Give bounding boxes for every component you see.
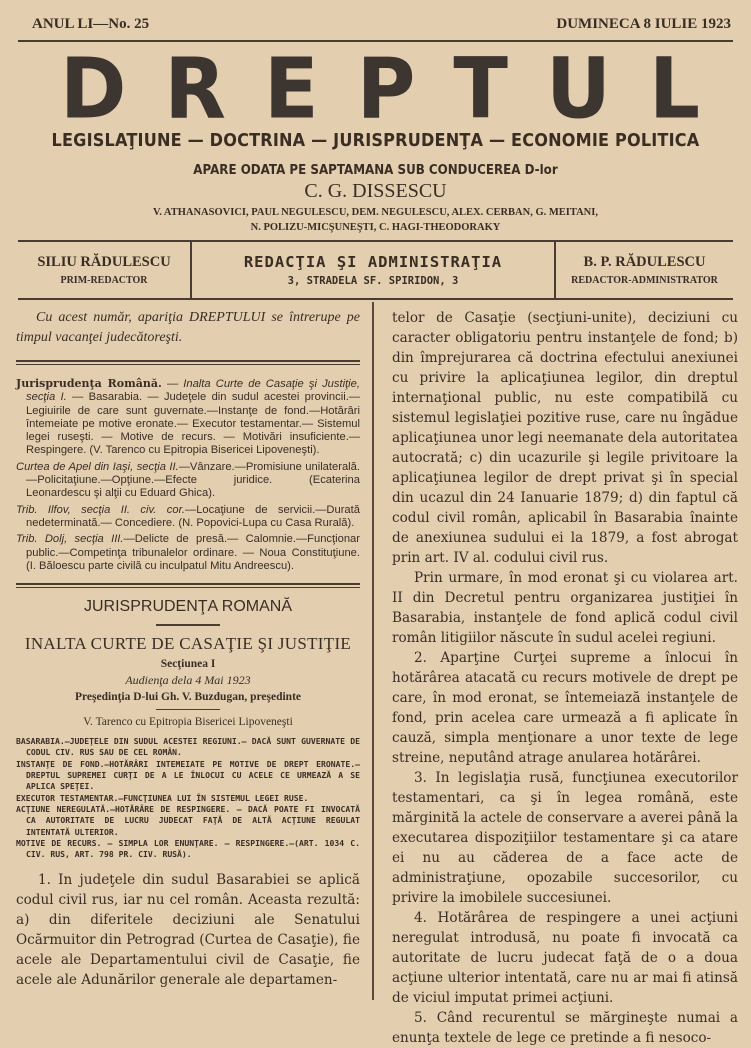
keyword-entry: ACŢIUNE NEREGULATĂ.—HOTĂRÂRE DE RESPINGERE. — DACĂ POATE FI INVOCATĂ CA AUTORITATE DE LUCRU JUDECAT FAŢĂ DE ALTĂ ACŢIUNE REGULAT INTENTATĂ ULTERIOR. bbox=[16, 803, 360, 837]
case-parties: V. Tarenco cu Epitropia Bisericei Lipoveneşti bbox=[83, 716, 293, 729]
keyword-entry: EXECUTOR TESTAMENTAR.—FUNCŢIUNEA LUI ÎN SISTEMUL LEGEI RUSE. bbox=[16, 792, 309, 803]
right-column bbox=[392, 308, 738, 1048]
masthead-letter: T bbox=[453, 39, 508, 137]
contributors bbox=[0, 205, 751, 235]
article-paragraph: 5. Când recurentul se mărgineşte numai a enunţa textele de lege ce pretinde a fi nesoco- bbox=[392, 1010, 738, 1046]
presidency: Preşedinţia D-lui Gh. V. Buzdugan, preşedinte bbox=[75, 691, 301, 704]
summary-court: Curtea de Apel din Iaşi, secţia II. bbox=[16, 460, 179, 473]
administrator-name: B. P. RĂDULESCU bbox=[583, 254, 706, 270]
contributors-line: N. POLIZU-MICŞUNEŞTI, C. HAGI-THEODORAKY bbox=[250, 222, 501, 233]
summary-court: Trib. Ilfov, secţia II. civ. cor. bbox=[16, 503, 185, 516]
chamber-heading: Secţiunea I bbox=[160, 658, 216, 671]
double-rule bbox=[16, 583, 360, 588]
chief-editor bbox=[18, 242, 192, 298]
office-address: 3, STRADELA SF. SPIRIDON, 3 bbox=[287, 275, 459, 287]
article-paragraph: telor de Casaţie (secţiuni-unite), deciziuni cu caracter obligatoriu pentru instanţele de fond; b) din împrejurarea că doctrina efectului anexiunei cu privire la aplicaţiunea legilor, din dreptul internaţional public, nu este compatibilă cu sistemul legislaţiei pozitive ruse, care nu îngădue aplicaţiunea unor legi neemanate dela autoritatea autocrată; c) din ucazurile şi legile privitoare la aplicaţiunea legilor de drept privat şi în special din ucazul din 24 Ianuarie 1879; d) din faptul că codul civil român, aplicabil în Basarabia înainte de anexiunea sudului ei la 1879, a fost abrogat prin art. IV al. codului civil rus. bbox=[392, 310, 738, 566]
masthead-letter: R bbox=[164, 39, 227, 137]
masthead-title bbox=[60, 39, 700, 137]
summary-text: —Delicte de presă.— Calomnie.—Funcţionar public.—Competinţa tribunalelor ordinare. — Noua Constituţiune. (I. Băloescu parte civilă cu inculpatul Mitu Andreescu). bbox=[26, 533, 360, 572]
administrator-role: REDACTOR-ADMINISTRATOR bbox=[571, 275, 718, 286]
top-line bbox=[32, 16, 731, 36]
masthead-letter: U bbox=[545, 39, 611, 137]
masthead-letter: L bbox=[648, 39, 700, 137]
summary-entry bbox=[16, 504, 360, 531]
article-paragraph: 1. In judeţele din sudul Basarabiei se aplică codul civil rus, iar nu cel român. Aceasta rezultă: a) din diferitele deciziuni ale Senatului Ocărmuitor din Petrograd (Curtea de Casaţie), fie acele ale Departamentului civil de Casaţie, fie acele ale Adunărilor generale ale departamen- bbox=[16, 872, 360, 989]
summary-text: —Vânzare.—Promisiune unilaterală.—Policitaţiune.—Opţiune.—Efecte juridice. (Ecaterina Leonardescu şi alţii cu Eduard Ghica). bbox=[26, 460, 360, 500]
keyword-entry: INSTANŢE DE FOND.—HOTĂRÂRI INTEMEIATE PE MOTIVE DE DREPT ERONATE.—DREPTUL SUPREMEI CURŢI DE A LE ÎNLOCUI CU ACELE CE URMEAZĂ A SE APLICA SPEŢEI. bbox=[16, 758, 360, 792]
vacation-notice: Cu acest număr, apariţia DREPTULUI se întrerupe pe timpul vacanţei judecătoreşti. bbox=[16, 310, 360, 345]
keyword-entry: MOTIVE DE RECURS. — SIMPLA LOR ENUNŢARE. — RESPINGERE.—(ART. 1034 C. CIV. RUS, ART. 798 PR. CIV. RUSĂ). bbox=[16, 837, 360, 860]
short-rule bbox=[156, 624, 220, 626]
short-rule bbox=[156, 709, 220, 710]
article-paragraph: Prin urmare, în mod eronat şi cu violarea art. II din Decretul pentru organizarea justiţiei în Basarabia, instanţele de fond aplică codul civil român litigiilor născute în sudul acelei regiuni. bbox=[392, 570, 738, 646]
masthead-subtitle: LEGISLAŢIUNE — DOCTRINA — JURISPRUDENŢA — ECONOMIE POLITICA bbox=[51, 131, 700, 151]
director-name: C. G. DISSESCU bbox=[304, 180, 447, 202]
editorial-bar bbox=[18, 242, 733, 298]
frequency-line: APARE ODATA PE SAPTAMANA SUB CONDUCEREA D-lor bbox=[193, 162, 558, 178]
column-divider bbox=[372, 302, 374, 1000]
court-heading: INALTA CURTE DE CASAŢIE ŞI JUSTIŢIE bbox=[24, 634, 352, 654]
issue-number: ANUL LI—No. 25 bbox=[32, 16, 150, 32]
keyword-summary bbox=[16, 736, 360, 860]
contributors-line: V. ATHANASOVICI, PAUL NEGULESCU, DEM. NEGULESCU, ALEX. CERBAN, G. MEITANI, bbox=[153, 207, 598, 218]
hearing-date: Audienţa dela 4 Mai 1923 bbox=[125, 673, 251, 688]
article-paragraph: 3. In legislaţia rusă, funcţiunea executorilor testamentari, ca şi în legea română, este mărginită la actele de conservare a averei până la executarea dispoziţiilor testamentare şi ca atare ei nu au căderea de a face acte de administraţiune, opozabile succesorilor, cu privire la imobilele succesiunei. bbox=[392, 770, 738, 906]
masthead-letter: E bbox=[264, 39, 319, 137]
chief-editor-name: SILIU RĂDULESCU bbox=[37, 254, 171, 270]
summary-court: — Inalta Curte de Casaţie şi Justiţie, secţia I. bbox=[26, 378, 361, 404]
summary-lead: Jurisprudenţa Română. bbox=[16, 377, 162, 390]
summary-entry bbox=[16, 461, 360, 501]
summary-text: —Locaţiune de servicii.—Durată nedeterminată.— Concediere. (N. Popovici-Lupa cu Casa Rurală). bbox=[26, 503, 360, 529]
issue-date: DUMINECA 8 IULIE 1923 bbox=[556, 16, 731, 32]
summary-entry bbox=[16, 533, 360, 573]
editorial-office bbox=[192, 242, 556, 298]
article-paragraph: 4. Hotărârea de respingere a unei acţiuni neregulat introdusă, nu poate fi invocată ca autoritate de lucru judecat faţă de o a doua acţiune ulterior intentată, care nu ar mai fi atinsă de viciul imputat primei acţiuni. bbox=[392, 910, 738, 1006]
section-heading: JURISPRUDENŢA ROMANĂ bbox=[83, 598, 293, 616]
keyword-entry: BASARABIA.—JUDEŢELE DIN SUDUL ACESTEI REGIUNI.— DACĂ SUNT GUVERNATE DE CODUL CIV. RUS SAU DE CEL ROMÂN. bbox=[16, 736, 360, 758]
table-of-contents bbox=[16, 377, 360, 573]
left-column bbox=[16, 308, 360, 990]
bar-bottom-rule bbox=[18, 298, 733, 300]
article-body-left bbox=[16, 870, 360, 990]
chief-editor-role: PRIM-REDACTOR bbox=[60, 275, 148, 286]
administrator bbox=[556, 242, 733, 298]
masthead-letter: P bbox=[356, 39, 416, 137]
summary-court: Trib. Dolj, secţia III. bbox=[16, 533, 124, 546]
masthead-letter: D bbox=[60, 39, 127, 137]
double-rule bbox=[16, 360, 360, 365]
summary-entry bbox=[16, 377, 360, 458]
summary-text: — Basarabia. — Judeţele din sudul acestei provincii.—Legiuirile de care sunt guvernate.—Instanţe de fond.—Hotărâri întemeiate pe motive eronate.— Executor testamentar.— Sistemul legei ruseşti. — Motive de recurs. — Motivări insuficiente.—Respingere. (V. Tarenco cu Epitropia Bisericei Lipoveneşti). bbox=[26, 391, 360, 457]
article-paragraph: 2. Aparţine Curţei supreme a înlocui în hotărârea atacată cu recurs motivele de drept pe care, în mod eronat, se întemeiază instanţele de fond, prin acelea care urmează a fi aplicate în cauză, simpla menţionare a unor texte de lege streine, neputând atrage anularea hotărârei. bbox=[392, 650, 738, 766]
office-title: REDACŢIA ŞI ADMINISTRAŢIA bbox=[243, 253, 503, 271]
article-body-right bbox=[392, 308, 738, 1048]
